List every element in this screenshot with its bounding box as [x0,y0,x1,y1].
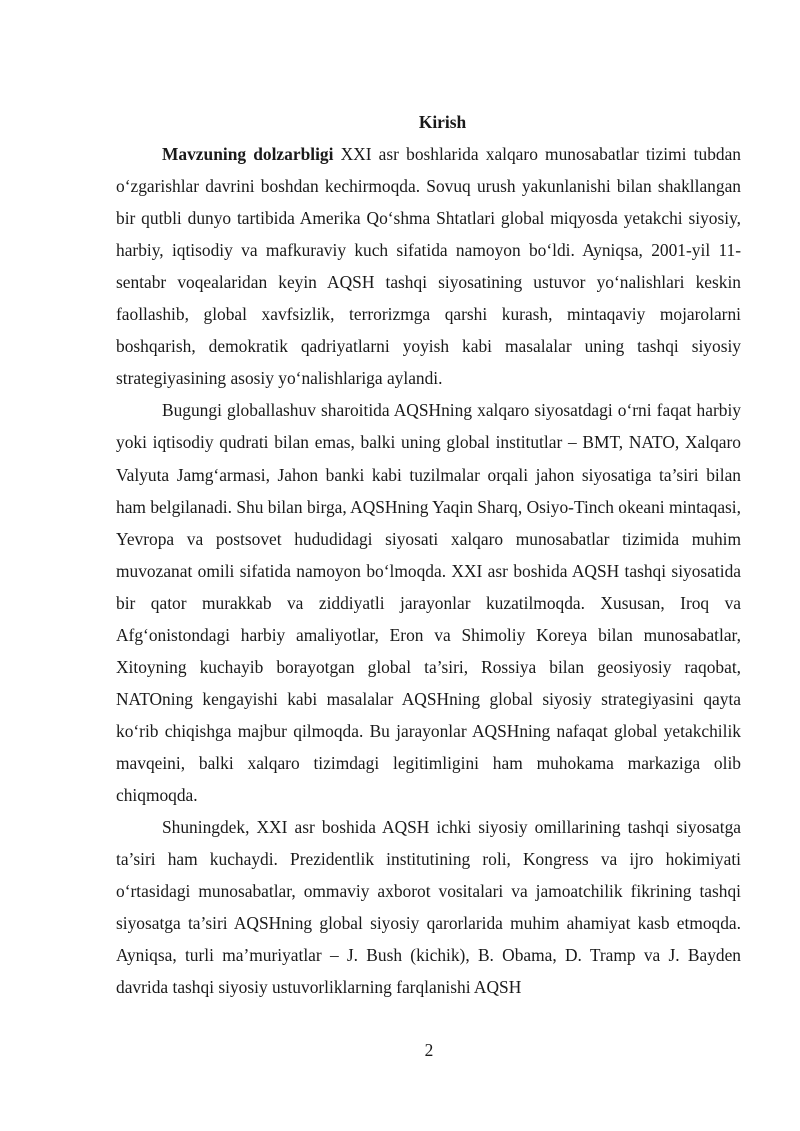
paragraph-text: XXI asr boshlarida xalqaro munosabatlar tizimi tubdan o‘zgarishlar davrini boshdan kechirmoqda. Sovuq urush yakunlanishi bilan shakllangan bir qutbli dunyo tartibida Amerika Qo‘shma Shtatlari global miqyosda yetakchi siyosiy, harbiy, iqtisodiy va mafkuraviy kuch sifatida namoyon bo‘ldi. Ayniqsa, 2001-yil 11-sentabr voqealaridan keyin AQSH tashqi siyosatining ustuvor yo‘nalishlari keskin faollashib, global xavfsizlik, terrorizmga qarshi kurash, mintaqaviy mojarolarni boshqarish, demokratik qadriyatlarni yoyish kabi masalalar uning tashqi siyosiy strategiyasining asosiy yo‘nalishlariga aylandi. [116,144,741,389]
paragraph-1 [116,138,741,394]
paragraph-3 [116,811,741,1003]
paragraph-text: Bugungi globallashuv sharoitida AQSHning xalqaro siyosatdagi o‘rni faqat harbiy yoki iqtisodiy qudrati bilan emas, balki uning global institutlar – BMT, NATO, Xalqaro Valyuta Jamg‘armasi, Jahon banki kabi tuzilmalar orqali jahon siyosatiga ta’siri bilan ham belgilanadi. Shu bilan birga, AQSHning Yaqin Sharq, Osiyo-Tinch okeani mintaqasi, Yevropa va postsovet hududidagi siyosati xalqaro munosabatlar tizimida muhim muvozanat omili sifatida namoyon bo‘lmoqda. XXI asr boshida AQSH tashqi siyosatida bir qator murakkab va ziddiyatli jarayonlar kuzatilmoqda. Xususan, Iroq va Afg‘onistondagi harbiy amaliyotlar, Eron va Shimoliy Koreya bilan munosabatlar, Xitoyning kuchayib borayotgan global ta’siri, Rossiya bilan geosiyosiy raqobat, NATOning kengayishi kabi masalalar AQSHning global siyosiy strategiyasini qayta ko‘rib chiqishga majbur qilmoqda. Bu jarayonlar AQSHning nafaqat global yetakchilik mavqeini, balki xalqaro tizimdagi legitimligini ham muhokama markaziga olib chiqmoqda. [116,400,741,805]
paragraph-2 [116,394,741,811]
section-heading: Kirish [418,112,467,132]
page-number: 2 [424,1040,434,1060]
paragraph-lead: Mavzuning dolzarbligi [162,144,334,165]
paragraph-text: Shuningdek, XXI asr boshida AQSH ichki siyosiy omillarining tashqi siyosatga ta’siri ham kuchaydi. Prezidentlik institutining roli, Kongress va ijro hokimiyati o‘rtasidagi munosabatlar, ommaviy axborot vositalari va jamoatchilik fikrining tashqi siyosatga ta’siri AQSHning global siyosiy qarorlarida muhim ahamiyat kasb etmoqda. Ayniqsa, turli ma’muriyatlar – J. Bush (kichik), B. Obama, D. Tramp va J. Bayden davrida tashqi siyosiy ustuvorliklarning farqlanishi AQSH [116,817,741,998]
page-body [116,106,741,1003]
